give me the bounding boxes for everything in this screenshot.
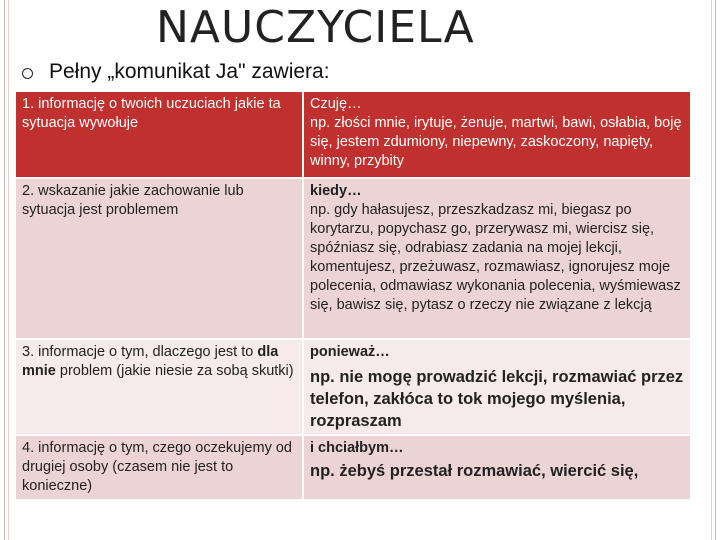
table-cell-right	[303, 435, 690, 500]
cell-body: np. żebyś przestał rozmawiać, wiercić się,	[310, 462, 639, 480]
frame-line-right	[715, 0, 716, 540]
frame-line-right-inner	[711, 0, 712, 540]
cell-text-pre: 3. informacje o tym, dlaczego jest to	[22, 344, 254, 360]
table-cell-right	[303, 92, 690, 178]
table-cell-left	[16, 178, 303, 339]
cell-body: np. gdy hałasujesz, przeszkadzasz mi, biegasz po korytarzu, popychasz go, przerywasz mi, wiercisz się, spóźniasz się, odrabiasz zadania na mojej lekcji, komentujesz, przeżuwasz, rozmawiasz, ignorujesz moje polecenia, odmawiasz wykonania polecenia, wyśmiewasz się, bawisz się, pytasz o rzeczy nie związane z lekcją	[310, 202, 681, 313]
table-row	[16, 339, 690, 435]
cell-lead: i chciałbym…	[310, 440, 404, 456]
table-cell-left	[16, 435, 303, 500]
cell-lead: Czuję…	[310, 96, 362, 112]
table-cell-right	[303, 178, 690, 339]
frame-line-left	[4, 0, 5, 540]
table-cell-left	[16, 339, 303, 435]
bullet-heading	[22, 60, 330, 84]
table-cell-left	[16, 92, 303, 178]
message-table	[16, 92, 690, 501]
cell-text-post: problem (jakie niesie za sobą skutki)	[59, 363, 294, 379]
circle-bullet-icon	[22, 68, 33, 79]
table-row	[16, 178, 690, 339]
table-cell-right	[303, 339, 690, 435]
bullet-text: Pełny „komunikat Ja" zawiera:	[49, 60, 330, 83]
slide-title: NAUCZYCIELA	[156, 2, 475, 53]
cell-text: 4. informację o tym, czego oczekujemy od drugiej osoby (czasem nie jest to konieczne)	[22, 440, 292, 494]
table-row	[16, 435, 690, 500]
cell-text: 1. informację o twoich uczuciach jakie ta sytuacja wywołuje	[22, 96, 281, 131]
cell-text: 2. wskazanie jakie zachowanie lub sytuacja jest problemem	[22, 183, 244, 218]
cell-body: np. złości mnie, irytuje, żenuje, martwi, bawi, osłabia, boję się, jestem zdumiony, niepewny, zaskoczony, napięty, winny, przybity	[310, 115, 682, 169]
cell-body: np. nie mogę prowadzić lekcji, rozmawiać przez telefon, zakłóca to tok mojego myślenia, rozpraszam	[310, 368, 684, 430]
cell-text-bold: dla mnie	[22, 344, 279, 379]
frame-line-left-inner	[8, 0, 9, 540]
cell-lead: kiedy…	[310, 183, 362, 199]
table-row	[16, 92, 690, 178]
cell-lead: ponieważ…	[310, 344, 390, 360]
